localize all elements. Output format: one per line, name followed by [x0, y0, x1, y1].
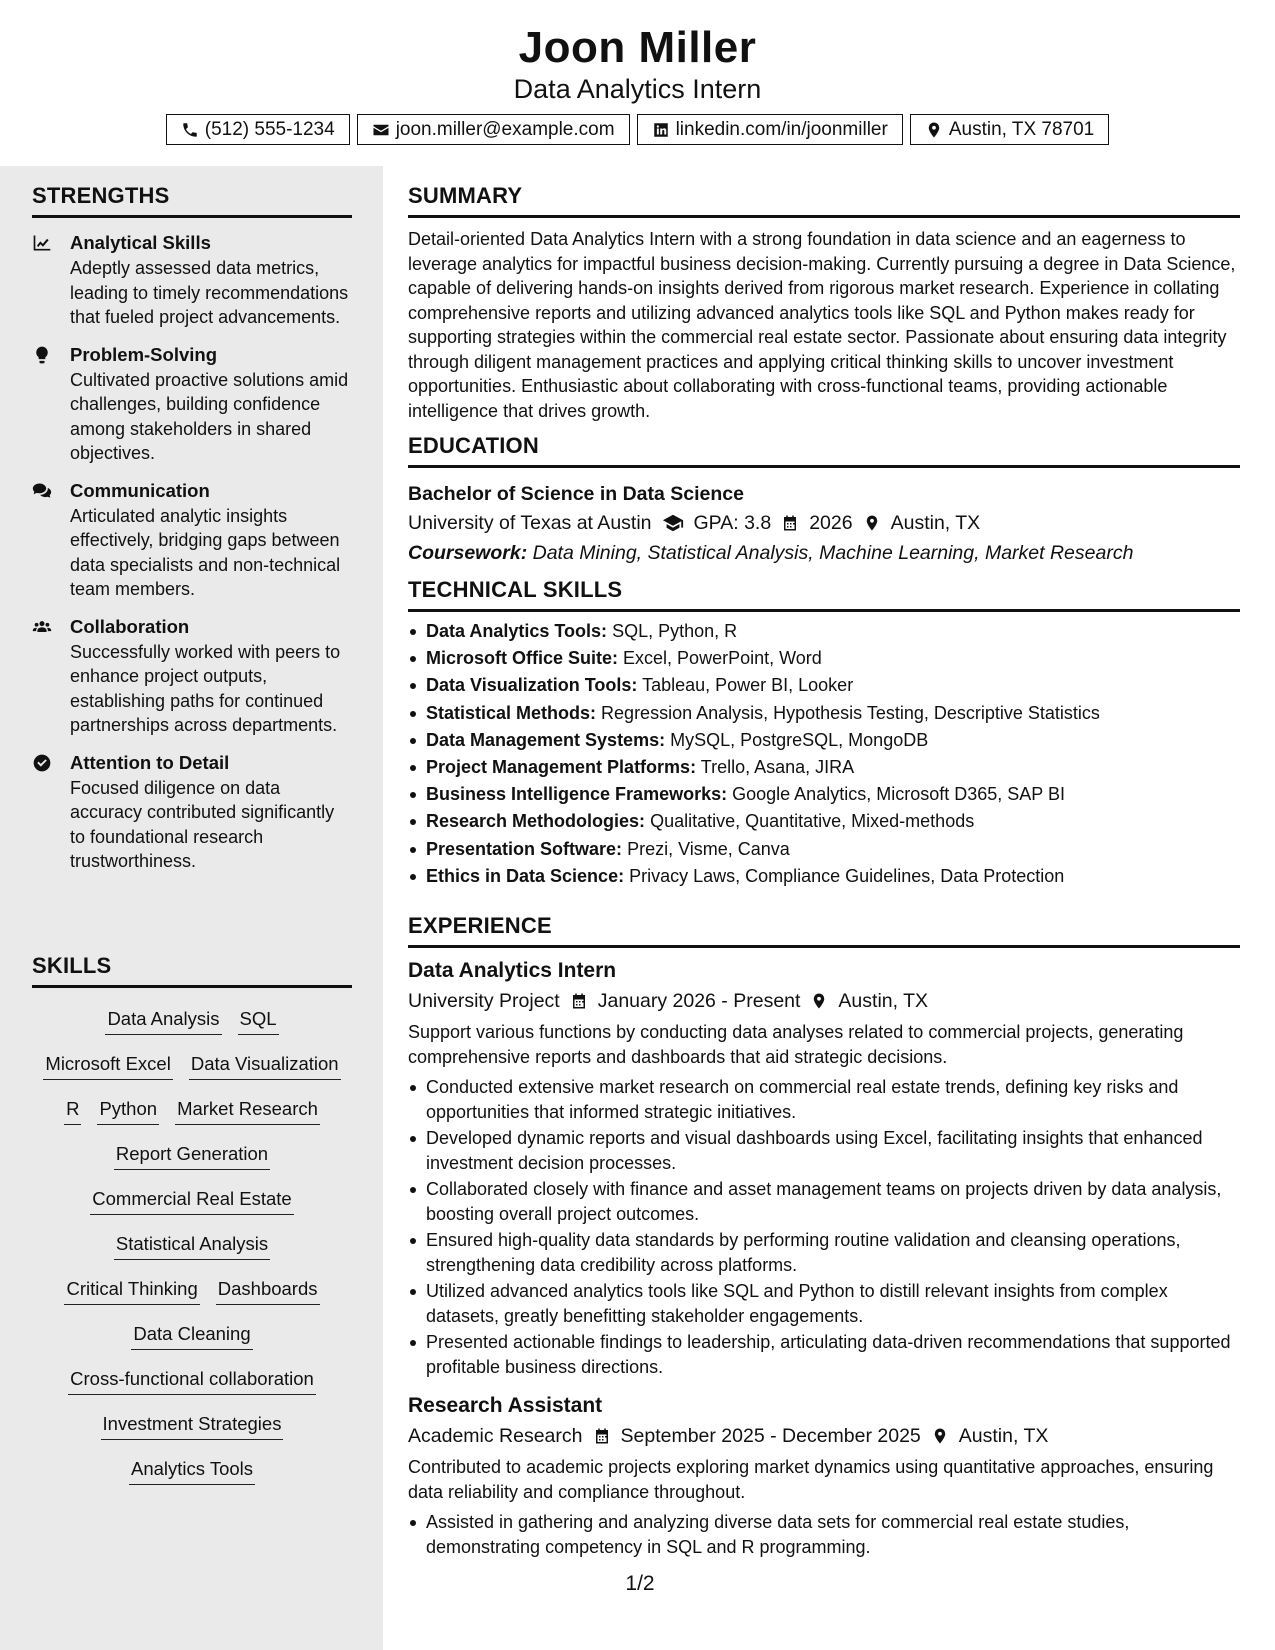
strength-title: Problem-Solving	[70, 343, 217, 365]
candidate-title: Data Analytics Intern	[513, 74, 762, 104]
job-location: Austin, TX	[958, 1425, 1049, 1447]
coursework-label: Coursework:	[408, 542, 528, 564]
job-description: Support various functions by conducting data analyses related to commercial projects, generating comprehensive reports and dashboards that aid strategic decisions.	[408, 1022, 1184, 1067]
list-item: Data Analytics Tools: SQL, Python, R	[408, 618, 1240, 645]
chart-line-icon	[32, 233, 52, 253]
contact-location-text: Austin, TX 78701	[948, 118, 1095, 140]
strength-item	[32, 230, 352, 330]
list-item: Microsoft Office Suite: Excel, PowerPoint, Word	[408, 645, 1240, 672]
education-section	[408, 432, 1240, 568]
list-item: Business Intelligence Frameworks: Google Analytics, Microsoft D365, SAP BI	[408, 781, 1240, 808]
strength-item	[32, 614, 352, 738]
list-item: Ensured high-quality data standards by performing routine validation and cleansing operations, strengthening data credibility across platforms.	[408, 1228, 1240, 1277]
candidate-name: Joon Miller	[518, 23, 757, 72]
strength-title: Analytical Skills	[70, 232, 211, 253]
coursework-list: Data Mining, Statistical Analysis, Machine Learning, Market Research	[532, 542, 1134, 564]
summary-section	[408, 182, 1240, 423]
strength-item	[32, 342, 352, 466]
gpa: GPA: 3.8	[693, 512, 772, 534]
skill-tag: R	[64, 1097, 81, 1125]
users-icon	[32, 617, 52, 637]
skills-heading: SKILLS	[32, 952, 352, 988]
list-item: Presented actionable findings to leadership, articulating data-driven recommendations that supported profitable business directions.	[408, 1330, 1240, 1379]
job-org: University Project	[408, 990, 560, 1012]
technical-skills-section	[408, 576, 1240, 890]
left-sidebar	[0, 166, 383, 1650]
graduation-cap-icon	[662, 512, 684, 534]
job-bullets	[408, 1510, 1240, 1559]
strength-title: Attention to Detail	[70, 751, 230, 773]
strength-desc: Focused diligence on data accuracy contributed significantly to foundational research trustworthiness.	[70, 777, 335, 871]
strength-title: Communication	[70, 479, 210, 501]
skill-tag: Python	[97, 1097, 159, 1125]
map-pin-icon	[810, 992, 828, 1010]
contact-location	[910, 114, 1109, 145]
calendar-icon	[570, 992, 588, 1010]
lightbulb-icon	[32, 345, 52, 365]
summary-text: Detail-oriented Data Analytics Intern with a strong foundation in data science and an eagerness to leverage analytics for impactful business decision-making. Currently pursuing a degree in Data Science, capable of delivering hands-on insights derived from rigorous market research. Experience in collating comprehensive reports and utilizing advanced analytics tools like SQL and Python makes ready for supporting strategies within the commercial real estate sector. Passionate about ensuring data integrity through diligent management practices and applying critical thinking skills to uncover investment opportunities. Enthusiastic about collaborating with cross-functional teams, providing actionable intelligence that drives growth.	[408, 229, 1236, 421]
strength-title: Collaboration	[70, 615, 190, 637]
list-item: Ethics in Data Science: Privacy Laws, Compliance Guidelines, Data Protection	[408, 863, 1240, 890]
map-pin-icon	[925, 121, 943, 139]
page-number: 1/2	[625, 1572, 655, 1595]
contact-linkedin[interactable]	[637, 114, 903, 145]
job-dates: January 2026 - Present	[597, 990, 801, 1012]
strength-desc: Adeptly assessed data metrics, leading to timely recommendations that fueled project advancements.	[70, 258, 349, 327]
list-item: Project Management Platforms: Trello, Asana, JIRA	[408, 754, 1240, 781]
list-item: Presentation Software: Prezi, Visme, Canva	[408, 836, 1240, 863]
job-bullets	[408, 1075, 1240, 1379]
skill-tag: Investment Strategies	[101, 1412, 284, 1440]
strength-desc: Cultivated proactive solutions amid challenges, building confidence among stakeholders in shared objectives.	[70, 369, 349, 463]
job-dates: September 2025 - December 2025	[620, 1425, 921, 1447]
map-pin-icon	[863, 514, 881, 532]
skill-tag: Critical Thinking	[64, 1277, 199, 1305]
contact-phone-text: (512) 555-1234	[204, 118, 335, 140]
technical-skills-heading: TECHNICAL SKILLS	[408, 576, 1240, 612]
skill-tag: Microsoft Excel	[43, 1052, 172, 1080]
check-circle-icon	[32, 753, 52, 773]
list-item: Assisted in gathering and analyzing diverse data sets for commercial real estate studies, demonstrating competency in SQL and R programming.	[408, 1510, 1240, 1559]
degree-title: Bachelor of Science in Data Science	[408, 483, 744, 505]
job-description: Contributed to academic projects exploring market dynamics using quantitative approaches, ensuring data reliability and compliance throughout.	[408, 1457, 1214, 1502]
contact-phone[interactable]	[166, 114, 350, 145]
school-name: University of Texas at Austin	[408, 512, 652, 534]
technical-skills-list	[408, 618, 1240, 890]
skill-tag: Commercial Real Estate	[90, 1187, 293, 1215]
job-entry	[408, 956, 1240, 1379]
contact-bar	[0, 114, 1275, 145]
calendar-icon	[593, 1427, 611, 1445]
strength-desc: Successfully worked with peers to enhance project outputs, establishing paths for continued partnerships across departments.	[70, 641, 341, 735]
list-item: Statistical Methods: Regression Analysis, Hypothesis Testing, Descriptive Statistics	[408, 700, 1240, 727]
list-item: Research Methodologies: Qualitative, Quantitative, Mixed-methods	[408, 808, 1240, 835]
envelope-icon	[372, 121, 390, 139]
skill-tag: Analytics Tools	[129, 1457, 255, 1485]
skill-tag: SQL	[238, 1007, 279, 1035]
list-item: Collaborated closely with finance and asset management teams on projects driven by data analysis, boosting overall project outcomes.	[408, 1177, 1240, 1226]
skill-tag: Dashboards	[216, 1277, 320, 1305]
skill-tag: Data Cleaning	[131, 1322, 252, 1350]
skill-tag: Data Visualization	[189, 1052, 341, 1080]
school-location: Austin, TX	[890, 512, 981, 534]
job-title: Research Assistant	[408, 1394, 603, 1417]
experience-section	[408, 912, 1240, 1561]
skill-tag: Market Research	[175, 1097, 320, 1125]
comments-icon	[32, 481, 52, 501]
skill-tag: Report Generation	[114, 1142, 270, 1170]
summary-heading: SUMMARY	[408, 182, 1240, 218]
job-org: Academic Research	[408, 1425, 583, 1447]
skill-tag: Statistical Analysis	[114, 1232, 270, 1260]
list-item: Data Visualization Tools: Tableau, Power BI, Looker	[408, 672, 1240, 699]
skill-tag: Cross-functional collaboration	[68, 1367, 316, 1395]
skills-tag-cloud	[32, 998, 352, 1493]
graduation-year: 2026	[809, 512, 853, 534]
list-item: Utilized advanced analytics tools like SQL and Python to distill relevant insights from complex datasets, greatly benefitting stakeholder engagements.	[408, 1279, 1240, 1328]
education-meta	[408, 508, 1240, 538]
phone-icon	[181, 121, 199, 139]
coursework	[408, 538, 1240, 568]
job-meta	[408, 1421, 1240, 1451]
strengths-section	[32, 182, 352, 874]
list-item: Data Management Systems: MySQL, PostgreSQL, MongoDB	[408, 727, 1240, 754]
experience-heading: EXPERIENCE	[408, 912, 1240, 948]
strength-item	[32, 478, 352, 602]
strength-item	[32, 750, 352, 874]
job-title: Data Analytics Intern	[408, 959, 617, 982]
strength-desc: Articulated analytic insights effectively, bridging gaps between data specialists and non-technical team members.	[70, 505, 341, 599]
contact-email-text: joon.miller@example.com	[395, 118, 615, 140]
job-location: Austin, TX	[838, 990, 929, 1012]
contact-email[interactable]	[357, 114, 630, 145]
contact-linkedin-text: linkedin.com/in/joonmiller	[675, 118, 888, 140]
linkedin-icon	[652, 121, 670, 139]
education-heading: EDUCATION	[408, 432, 1240, 468]
strengths-heading: STRENGTHS	[32, 182, 352, 218]
list-item: Developed dynamic reports and visual dashboards using Excel, facilitating insights that enhanced investment decision processes.	[408, 1126, 1240, 1175]
job-meta	[408, 986, 1240, 1016]
skills-section	[32, 952, 352, 1493]
job-entry	[408, 1391, 1240, 1559]
skill-tag: Data Analysis	[105, 1007, 221, 1035]
map-pin-icon	[931, 1427, 949, 1445]
list-item: Conducted extensive market research on commercial real estate trends, defining key risks and opportunities that informed strategic initiatives.	[408, 1075, 1240, 1124]
calendar-icon	[781, 514, 799, 532]
